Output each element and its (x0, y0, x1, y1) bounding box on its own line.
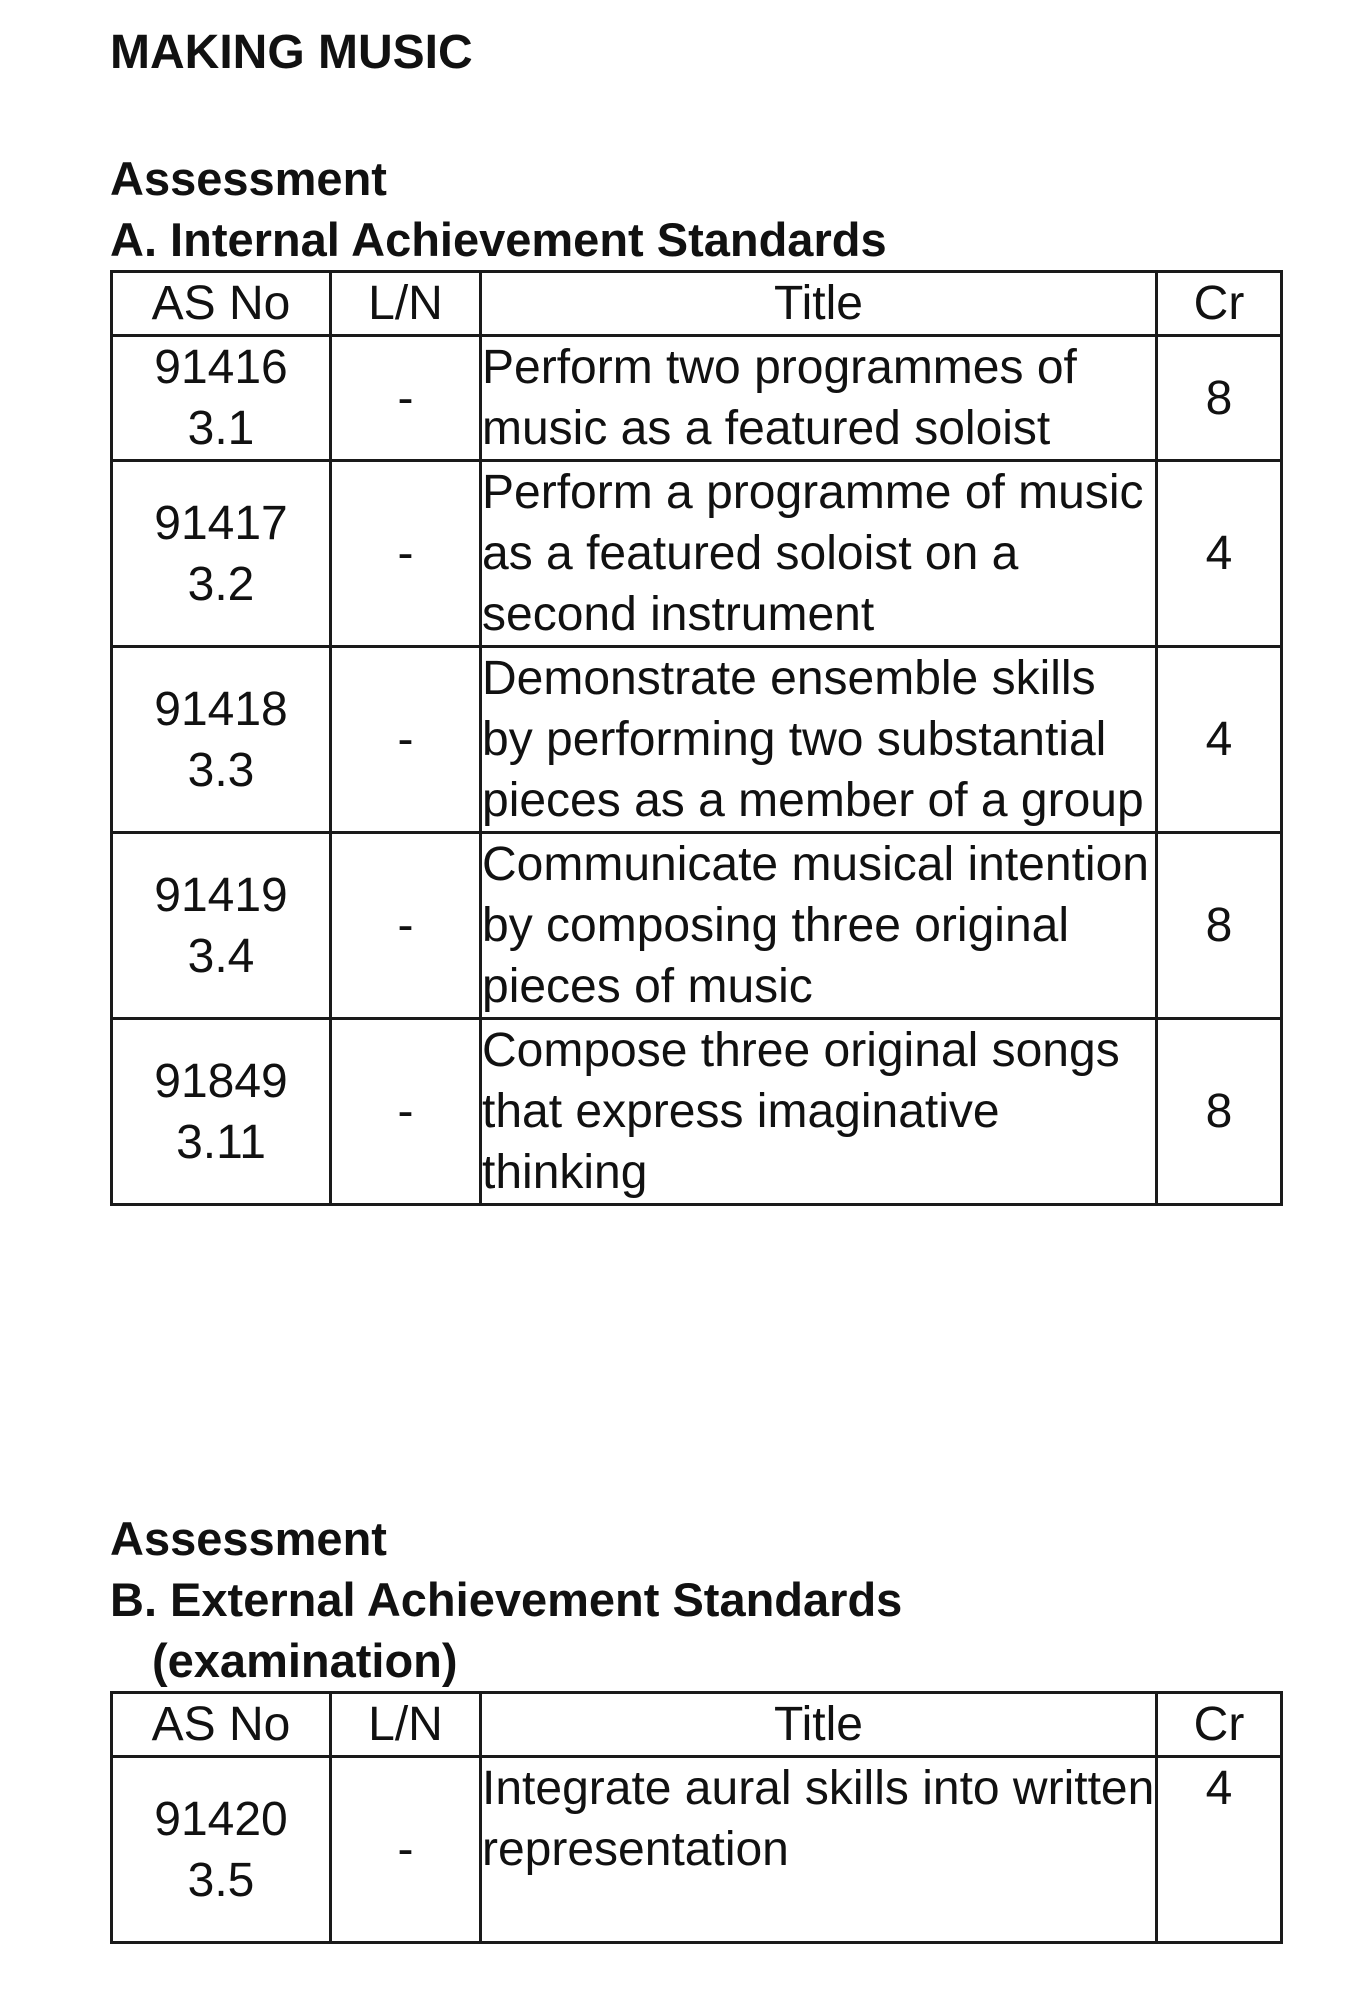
assessment-heading-b: Assessment (110, 1512, 387, 1565)
as-sub-number: 3.4 (187, 929, 255, 983)
title-cell: Perform two programmes of music as a featured soloist (481, 336, 1157, 461)
column-header-cr: Cr (1157, 272, 1282, 336)
credits-cell: 8 (1157, 336, 1282, 461)
as-number: 91416 (154, 341, 288, 394)
column-header-ln: L/N (331, 1693, 481, 1757)
table-row (112, 336, 1282, 461)
internal-standards-section (110, 148, 1280, 1206)
external-standards-table (110, 1691, 1283, 1944)
as-number: 91418 (154, 682, 288, 736)
table-row (112, 1757, 1282, 1943)
as-number-cell (112, 461, 331, 647)
as-sub-number: 3.5 (187, 1853, 255, 1907)
title-cell: Communicate musical intention by composing three original pieces of music (481, 833, 1157, 1019)
ln-cell: - (331, 1757, 481, 1943)
as-number: 91849 (154, 1054, 288, 1108)
as-sub-number: 3.3 (187, 743, 255, 797)
examination-subheading: (examination) (152, 1634, 458, 1687)
as-number-cell (112, 647, 331, 833)
column-header-cr: Cr (1157, 1693, 1282, 1757)
as-sub-number: 3.11 (176, 1115, 266, 1169)
external-standards-section (110, 1508, 1280, 1944)
credits-cell: 8 (1157, 833, 1282, 1019)
assessment-heading-a: Assessment (110, 152, 387, 205)
table-header-row (112, 272, 1282, 336)
column-header-ln: L/N (331, 272, 481, 336)
external-standards-heading: B. External Achievement Standards (110, 1573, 903, 1626)
table-row (112, 461, 1282, 647)
title-cell: Integrate aural skills into written representation (481, 1757, 1157, 1943)
ln-cell: - (331, 647, 481, 833)
as-number-cell (112, 1757, 331, 1943)
title-cell: Demonstrate ensemble skills by performing two substantial pieces as a member of a group (481, 647, 1157, 833)
as-number-cell (112, 1019, 331, 1205)
table-row (112, 647, 1282, 833)
column-header-title: Title (481, 272, 1157, 336)
page-title: MAKING MUSIC (110, 26, 473, 79)
title-cell: Perform a programme of music as a featured soloist on a second instrument (481, 461, 1157, 647)
table-row (112, 833, 1282, 1019)
table-header-row (112, 1693, 1282, 1757)
title-cell: Compose three original songs that express imaginative thinking (481, 1019, 1157, 1205)
as-sub-number: 3.2 (187, 557, 255, 611)
ln-cell: - (331, 461, 481, 647)
internal-standards-table (110, 270, 1283, 1206)
credits-cell: 8 (1157, 1019, 1282, 1205)
as-number: 91417 (154, 496, 288, 550)
as-number-cell (112, 833, 331, 1019)
credits-cell: 4 (1157, 647, 1282, 833)
column-header-as-no: AS No (112, 272, 331, 336)
ln-cell: - (331, 833, 481, 1019)
table-row (112, 1019, 1282, 1205)
internal-standards-heading: A. Internal Achievement Standards (110, 213, 887, 266)
column-header-title: Title (481, 1693, 1157, 1757)
as-number: 91420 (154, 1792, 288, 1846)
as-number: 91419 (154, 868, 288, 922)
as-sub-number: 3.1 (187, 402, 255, 455)
credits-cell: 4 (1157, 1757, 1282, 1943)
ln-cell: - (331, 336, 481, 461)
ln-cell: - (331, 1019, 481, 1205)
column-header-as-no: AS No (112, 1693, 331, 1757)
as-number-cell (112, 336, 331, 461)
credits-cell: 4 (1157, 461, 1282, 647)
